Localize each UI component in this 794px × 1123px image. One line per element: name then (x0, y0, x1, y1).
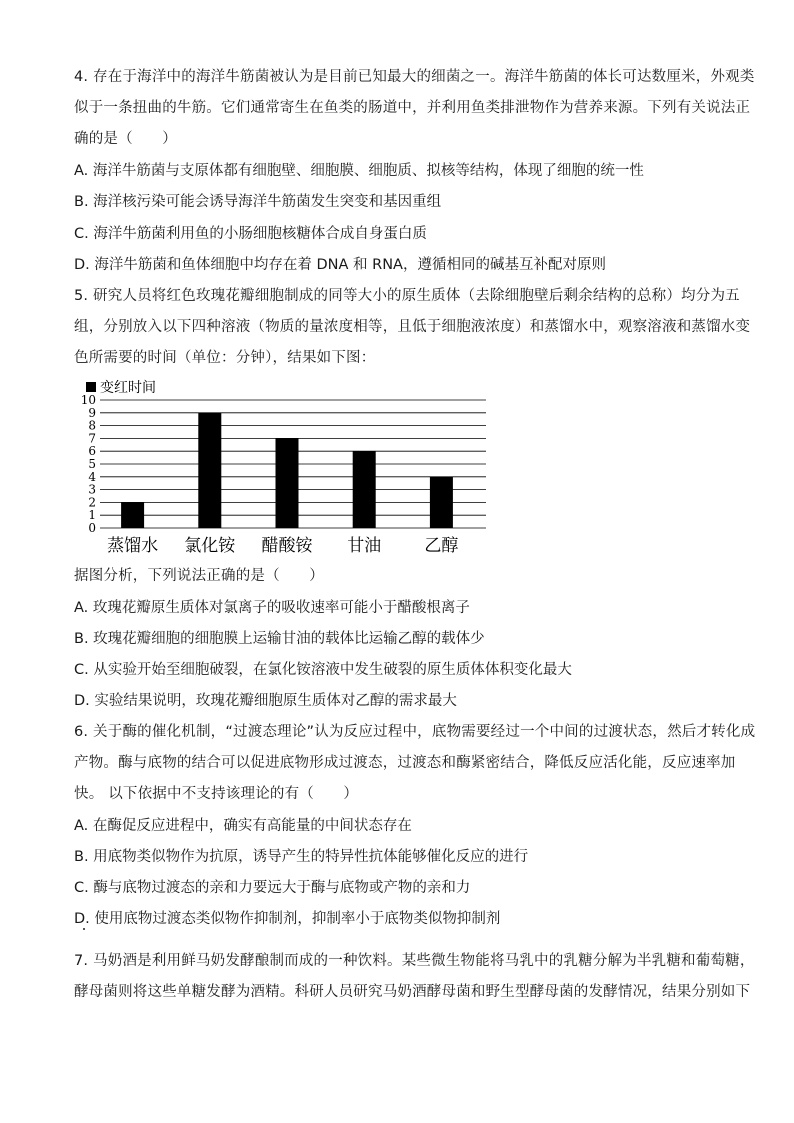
q7-stem-line-2: 酵母菌则将这些单糖发酵为酒精。科研人员研究马奶酒酵母菌和野生型酵母菌的发酵情况，结果分别如下 (74, 984, 751, 1000)
x-tick-label: 乙醇 (424, 536, 459, 556)
bar-chart (80, 376, 500, 561)
y-tick-label: 2 (88, 495, 96, 510)
q6-stem-line-1: 6. 关于酶的催化机制，“过渡态理论”认为反应过程中，底物需要经过一个中间的过渡状态，然后才转化成 (74, 724, 756, 740)
y-tick-label: 3 (88, 482, 96, 497)
q5-stem-line-3: 色所需要的时间（单位：分钟），结果如下图： (74, 350, 376, 366)
y-tick-label: 6 (88, 444, 96, 459)
q4-option-b: B. 海洋核污染可能会诱导海洋牛筋菌发生突变和基因重组 (74, 194, 442, 210)
x-tick-label: 醋酸铵 (261, 536, 313, 556)
q6-option-b: B. 用底物类似物作为抗原，诱导产生的特异性抗体能够催化反应的进行 (74, 849, 529, 865)
x-tick-label: 氯化铵 (184, 536, 236, 556)
y-tick-label: 0 (88, 521, 96, 535)
x-tick-label: 甘油 (347, 536, 382, 556)
q5-option-a: A. 玫瑰花瓣原生质体对氯离子的吸收速率可能小于醋酸根离子 (74, 600, 470, 616)
bar (121, 502, 144, 528)
q6-stem-line-2: 产物。酶与底物的结合可以促进底物形成过渡态，过渡态和酶紧密结合，降低反应活化能，反应速率加 (74, 755, 736, 771)
bar (430, 477, 453, 528)
y-tick-label: 4 (88, 469, 96, 484)
y-tick-label: 7 (88, 431, 96, 446)
q5-prompt: 据图分析，下列说法正确的是（ ） (74, 568, 324, 584)
bar-chart-svg (80, 376, 500, 561)
q6-stem-line-3: 快。 以下依据中不支持该理论的有（ ） (74, 786, 359, 802)
q7-stem-line-1: 7. 马奶酒是利用鲜马奶发酵酿制而成的一种饮料。某些微生物能将马乳中的乳糖分解为半乳糖和葡萄糖， (74, 953, 755, 969)
q4-stem-line-2: 似于一条扭曲的牛筋。它们通常寄生在鱼类的肠道中，并利用鱼类排泄物作为营养来源。下列有关说法正 (74, 100, 751, 116)
q6-option-d: D. 使用底物过渡态类似物作抑制剂，抑制率小于底物类似物抑制剂 (74, 911, 501, 927)
x-tick-label: 蒸馏水 (107, 536, 159, 556)
legend-swatch (86, 382, 96, 392)
bar (276, 438, 299, 528)
q4-stem-line-3: 确的是（ ） (74, 131, 177, 147)
bar (353, 451, 376, 528)
q6-option-c: C. 酶与底物过渡态的亲和力要远大于酶与底物或产物的亲和力 (74, 880, 471, 896)
q4-option-c: C. 海洋牛筋菌利用鱼的小肠细胞核糖体合成自身蛋白质 (74, 226, 427, 242)
y-tick-label: 1 (88, 508, 96, 523)
q5-stem-line-2: 组，分别放入以下四种溶液（物质的量浓度相等，且低于细胞液浓度）和蒸馏水中，观察溶液和蒸馏水变 (74, 319, 751, 335)
q4-option-a: A. 海洋牛筋菌与支原体都有细胞壁、细胞膜、细胞质、拟核等结构，体现了细胞的统一性 (74, 163, 644, 179)
y-tick-label: 8 (88, 418, 96, 433)
y-tick-label: 5 (88, 457, 96, 471)
q6-option-a: A. 在酶促反应进程中，确实有高能量的中间状态存在 (74, 818, 412, 834)
bar (198, 413, 221, 528)
q4-stem-line-1: 4. 存在于海洋中的海洋牛筋菌被认为是目前已知最大的细菌之一。海洋牛筋菌的体长可达数厘米，外观类 (74, 69, 755, 85)
q5-stem-line-1: 5. 研究人员将红色玫瑰花瓣细胞制成的同等大小的原生质体（去除细胞壁后剩余结构的总称）均分为五 (74, 288, 740, 304)
q5-option-c: C. 从实验开始至细胞破裂，在氯化铵溶液中发生破裂的原生质体体积变化最大 (74, 662, 572, 678)
q5-option-b: B. 玫瑰花瓣细胞的细胞膜上运输甘油的载体比运输乙醇的载体少 (74, 631, 485, 647)
q5-option-d: D. 实验结果说明，玫瑰花瓣细胞原生质体对乙醇的需求最大 (74, 693, 457, 709)
stray-dot (83, 928, 85, 930)
y-tick-label: 9 (88, 405, 96, 420)
y-tick-label: 10 (80, 393, 96, 407)
legend-label: 变红时间 (100, 380, 156, 396)
q4-option-d: D. 海洋牛筋菌和鱼体细胞中均存在着 DNA 和 RNA，遵循相同的碱基互补配对原则 (74, 257, 606, 273)
